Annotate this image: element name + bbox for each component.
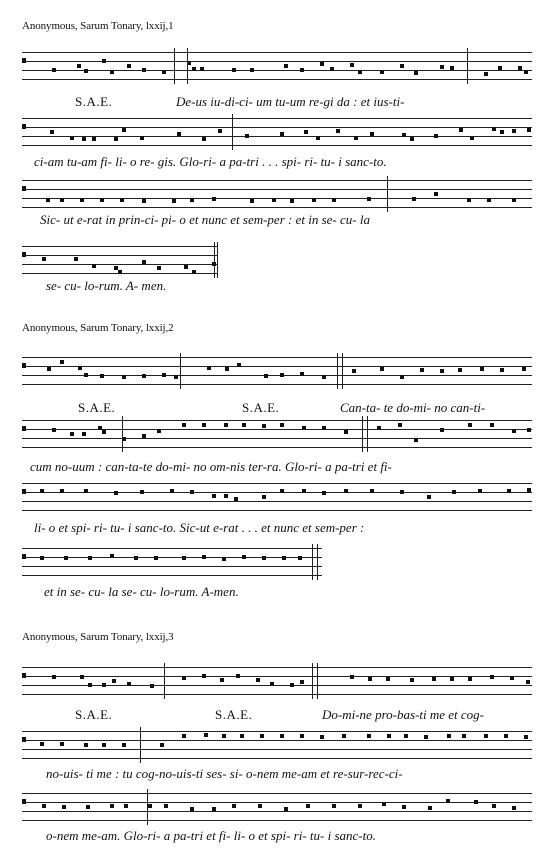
neume-note xyxy=(262,495,266,499)
neume-note xyxy=(440,65,444,69)
neume-note xyxy=(142,199,146,203)
neume-note xyxy=(414,71,418,75)
neume-note xyxy=(64,556,68,560)
neume-note xyxy=(500,130,504,134)
neume-note xyxy=(52,675,56,679)
neume-note xyxy=(157,429,161,433)
neume-note xyxy=(280,373,284,377)
staff xyxy=(22,246,218,274)
neume-note xyxy=(446,799,450,803)
neume-note xyxy=(42,804,46,808)
neume-note xyxy=(302,489,306,493)
staff xyxy=(22,667,532,695)
neume-note xyxy=(380,367,384,371)
neume-note xyxy=(50,130,54,134)
bar-line xyxy=(174,48,175,84)
neume-note xyxy=(370,489,374,493)
neume-note xyxy=(220,678,224,682)
neume-note xyxy=(527,428,531,432)
neume-note xyxy=(320,62,324,66)
neume-note xyxy=(434,192,438,196)
neume-note xyxy=(118,270,122,274)
bar-line xyxy=(467,48,468,84)
neume-note xyxy=(52,428,56,432)
neume-note xyxy=(280,734,284,738)
staff xyxy=(22,420,532,448)
lyric-line: De-us iu-di-ci- um tu-um re-gi da : et ius-ti- xyxy=(176,94,405,109)
piece-title: Anonymous, Sarum Tonary, lxxij,3 xyxy=(22,631,174,643)
neume-note xyxy=(262,556,266,560)
bar-line xyxy=(312,663,313,699)
neume-note xyxy=(264,374,268,378)
staff xyxy=(22,180,532,208)
neume-note xyxy=(300,68,304,72)
neume-note xyxy=(88,556,92,560)
neume-note xyxy=(202,137,206,141)
neume-note xyxy=(358,804,362,808)
neume-note xyxy=(459,128,463,132)
neume-note xyxy=(350,63,354,67)
bar-line xyxy=(217,242,218,278)
neume-note xyxy=(174,375,178,379)
neume-note xyxy=(102,743,106,747)
staff xyxy=(22,357,532,385)
neume-note xyxy=(46,198,50,202)
neume-note xyxy=(148,804,152,808)
neume-note xyxy=(400,64,404,68)
neume-note xyxy=(312,198,316,202)
neume-note xyxy=(142,434,146,438)
neume-note xyxy=(462,734,466,738)
neume-note xyxy=(190,807,194,811)
neume-note xyxy=(447,734,451,738)
neume-note xyxy=(60,198,64,202)
neume-note xyxy=(110,804,114,808)
neume-note xyxy=(200,67,204,71)
neume-note xyxy=(172,199,176,203)
neume-note xyxy=(280,423,284,427)
neume-note xyxy=(504,734,508,738)
neume-note xyxy=(102,683,106,687)
neume-note xyxy=(237,363,241,367)
staff xyxy=(22,52,532,80)
neume-note xyxy=(84,743,88,747)
neume-note xyxy=(487,198,491,202)
neume-note xyxy=(510,676,514,680)
neume-note xyxy=(256,678,260,682)
lyric-line: cum no-uum : can-ta-te do-mi- no om-nis ter-ra. Glo-ri- a pa-tri et fi- xyxy=(30,459,392,474)
neume-note xyxy=(402,133,406,137)
bar-line xyxy=(180,353,181,389)
neume-note xyxy=(432,677,436,681)
bar-line xyxy=(362,416,363,452)
neume-note xyxy=(440,428,444,432)
neume-note xyxy=(526,680,530,684)
neume-note xyxy=(302,426,306,430)
piece-title: Anonymous, Sarum Tonary, lxxij,1 xyxy=(22,20,174,32)
neume-note xyxy=(80,198,84,202)
neume-note xyxy=(387,734,391,738)
neume-note xyxy=(280,132,284,136)
neume-note xyxy=(370,132,374,136)
neume-note xyxy=(522,367,526,371)
clef-mark xyxy=(22,252,26,257)
neume-note xyxy=(250,68,254,72)
neume-note xyxy=(40,489,44,493)
sae-label: S.A.E. xyxy=(215,707,253,722)
neume-note xyxy=(480,367,484,371)
neume-note xyxy=(202,555,206,559)
neume-note xyxy=(474,800,478,804)
neume-note xyxy=(367,197,371,201)
neume-note xyxy=(78,366,82,370)
neume-note xyxy=(192,67,196,71)
neume-note xyxy=(164,804,168,808)
neume-note xyxy=(298,556,302,560)
clef-mark xyxy=(22,58,26,63)
clef-mark xyxy=(22,799,26,804)
neume-note xyxy=(428,806,432,810)
neume-note xyxy=(402,805,406,809)
neume-note xyxy=(60,360,64,364)
bar-line xyxy=(317,663,318,699)
neume-note xyxy=(42,257,46,261)
neume-note xyxy=(242,423,246,427)
lyric-line: et in se- cu- la se- cu- lo-rum. A-men. xyxy=(44,584,239,599)
neume-note xyxy=(507,489,511,493)
bar-line xyxy=(147,789,148,825)
neume-note xyxy=(124,804,128,808)
neume-note xyxy=(202,423,206,427)
neume-note xyxy=(150,684,154,688)
neume-note xyxy=(92,264,96,268)
neume-note xyxy=(70,432,74,436)
neume-note xyxy=(240,734,244,738)
neume-note xyxy=(224,494,228,498)
neume-note xyxy=(410,137,414,141)
neume-note xyxy=(202,674,206,678)
clef-mark xyxy=(22,124,26,129)
staff xyxy=(22,793,532,821)
neume-note xyxy=(330,67,334,71)
neume-note xyxy=(316,136,320,140)
neume-note xyxy=(498,66,502,70)
neume-note xyxy=(458,368,462,372)
neume-note xyxy=(92,137,96,141)
neume-note xyxy=(290,683,294,687)
neume-note xyxy=(112,679,116,683)
neume-note xyxy=(468,423,472,427)
neume-note xyxy=(162,373,166,377)
neume-note xyxy=(300,734,304,738)
neume-note xyxy=(282,556,286,560)
bar-line xyxy=(164,663,165,699)
neume-note xyxy=(140,490,144,494)
neume-note xyxy=(100,374,104,378)
sae-label: S.A.E. xyxy=(242,400,280,415)
lyric-line: Sic- ut e-rat in prin-ci- pi- o et nunc et sem-per : et in se- cu- la xyxy=(40,212,370,227)
neume-note xyxy=(400,490,404,494)
staff xyxy=(22,548,322,576)
neume-note xyxy=(450,677,454,681)
neume-note xyxy=(262,424,266,428)
neume-note xyxy=(492,127,496,131)
neume-note xyxy=(222,734,226,738)
neume-note xyxy=(332,804,336,808)
neume-note xyxy=(344,489,348,493)
neume-note xyxy=(207,366,211,370)
lyric-line: li- o et spi- ri- tu- i sanc-to. Sic-ut e-rat . . . et nunc et sem-per : xyxy=(34,520,365,535)
neume-note xyxy=(182,423,186,427)
staff xyxy=(22,731,532,759)
neume-note xyxy=(127,64,131,68)
bar-line xyxy=(140,727,141,763)
neume-note xyxy=(434,134,438,138)
neume-note xyxy=(380,70,384,74)
neume-note xyxy=(84,69,88,73)
neume-note xyxy=(284,807,288,811)
neume-note xyxy=(84,489,88,493)
bar-line xyxy=(312,544,313,580)
neume-note xyxy=(134,556,138,560)
neume-note xyxy=(512,129,516,133)
neume-note xyxy=(467,198,471,202)
neume-note xyxy=(527,128,531,132)
bar-line xyxy=(232,114,233,150)
clef-mark xyxy=(22,737,26,742)
neume-note xyxy=(492,804,496,808)
neume-note xyxy=(190,198,194,202)
neume-note xyxy=(242,555,246,559)
neume-note xyxy=(300,680,304,684)
neume-note xyxy=(225,367,229,371)
neume-note xyxy=(40,556,44,560)
neume-note xyxy=(192,270,196,274)
neume-note xyxy=(224,423,228,427)
neume-note xyxy=(322,491,326,495)
neume-note xyxy=(424,735,428,739)
neume-note xyxy=(258,804,262,808)
lyric-line: o-nem me-am. Glo-ri- a pa-tri et fi- li- o et spi- ri- tu- i sanc-to. xyxy=(46,828,376,843)
neume-note xyxy=(160,743,164,747)
neume-note xyxy=(512,806,516,810)
neume-note xyxy=(88,683,92,687)
neume-note xyxy=(47,367,51,371)
neume-note xyxy=(336,129,340,133)
neume-note xyxy=(398,423,402,427)
neume-note xyxy=(284,64,288,68)
sae-label: S.A.E. xyxy=(78,400,116,415)
neume-note xyxy=(142,374,146,378)
piece-title: Anonymous, Sarum Tonary, lxxij,2 xyxy=(22,322,174,334)
neume-note xyxy=(204,733,208,737)
neume-note xyxy=(154,556,158,560)
neume-note xyxy=(80,675,84,679)
neume-note xyxy=(140,136,144,140)
neume-note xyxy=(404,734,408,738)
neume-note xyxy=(100,198,104,202)
neume-note xyxy=(82,432,86,436)
neume-note xyxy=(110,70,114,74)
neume-note xyxy=(182,676,186,680)
neume-note xyxy=(60,742,64,746)
neume-note xyxy=(352,369,356,373)
neume-note xyxy=(102,59,106,63)
neume-note xyxy=(245,134,249,138)
bar-line xyxy=(367,416,368,452)
neume-note xyxy=(162,70,166,74)
neume-note xyxy=(114,137,118,141)
lyric-line: ci-am tu-am fi- li- o re- gis. Glo-ri- a pa-tri . . . spi- ri- tu- i sanc-to. xyxy=(34,154,387,169)
neume-note xyxy=(212,494,216,498)
clef-mark xyxy=(22,426,26,431)
sae-label: S.A.E. xyxy=(75,707,113,722)
neume-note xyxy=(62,805,66,809)
neume-note xyxy=(468,677,472,681)
neume-note xyxy=(322,375,326,379)
neume-note xyxy=(120,198,124,202)
neume-note xyxy=(184,265,188,269)
neume-note xyxy=(524,735,528,739)
neume-note xyxy=(322,426,326,430)
neume-note xyxy=(400,375,404,379)
neume-note xyxy=(84,373,88,377)
bar-line xyxy=(387,176,388,212)
neume-note xyxy=(77,64,81,68)
bar-line xyxy=(317,544,318,580)
neume-note xyxy=(122,375,126,379)
neume-note xyxy=(280,489,284,493)
neume-note xyxy=(306,804,310,808)
bar-line xyxy=(342,353,343,389)
neume-note xyxy=(232,68,236,72)
neume-note xyxy=(527,488,531,492)
clef-mark xyxy=(22,489,26,494)
neume-note xyxy=(212,197,216,201)
neume-note xyxy=(414,438,418,442)
neume-note xyxy=(518,66,522,70)
neume-note xyxy=(122,743,126,747)
clef-mark xyxy=(22,186,26,191)
clef-mark xyxy=(22,363,26,368)
neume-note xyxy=(170,489,174,493)
neume-note xyxy=(272,198,276,202)
neume-note xyxy=(450,66,454,70)
neume-note xyxy=(250,199,254,203)
neume-note xyxy=(377,426,381,430)
neume-note xyxy=(354,136,358,140)
neume-note xyxy=(212,807,216,811)
staff xyxy=(22,118,532,146)
neume-note xyxy=(484,72,488,76)
neume-note xyxy=(490,423,494,427)
neume-note xyxy=(386,677,390,681)
clef-mark xyxy=(22,554,26,559)
neume-note xyxy=(478,489,482,493)
neume-note xyxy=(142,68,146,72)
neume-note xyxy=(177,132,181,136)
neume-note xyxy=(182,734,186,738)
neume-note xyxy=(157,266,161,270)
neume-note xyxy=(512,429,516,433)
neume-note xyxy=(300,372,304,376)
neume-note xyxy=(304,130,308,134)
neume-note xyxy=(102,430,106,434)
lyric-line: Do-mi-ne pro-bas-ti me et cog- xyxy=(322,707,484,722)
neume-note xyxy=(500,368,504,372)
neume-note xyxy=(70,136,74,140)
neume-note xyxy=(190,490,194,494)
neume-note xyxy=(350,675,354,679)
bar-line xyxy=(122,416,123,452)
lyric-line: Can-ta- te do-mi- no can-ti- xyxy=(340,400,486,415)
neume-note xyxy=(52,68,56,72)
neume-note xyxy=(236,674,240,678)
lyric-line: se- cu- lo-rum. A- men. xyxy=(46,278,167,293)
neume-note xyxy=(490,675,494,679)
neume-note xyxy=(60,489,64,493)
neume-note xyxy=(320,735,324,739)
neume-note xyxy=(420,368,424,372)
neume-note xyxy=(512,198,516,202)
staff xyxy=(22,483,532,511)
neume-note xyxy=(127,682,131,686)
neume-note xyxy=(114,491,118,495)
lyric-line: no-uis- ti me : tu cog-no-uis-ti ses- si- o-nem me-am et re-sur-rec-ci- xyxy=(46,766,403,781)
neume-note xyxy=(412,197,416,201)
neume-note xyxy=(232,804,236,808)
neume-note xyxy=(344,430,348,434)
neume-note xyxy=(260,734,264,738)
neume-note xyxy=(40,742,44,746)
neume-note xyxy=(270,682,274,686)
neume-note xyxy=(86,805,90,809)
clef-mark xyxy=(22,673,26,678)
neume-note xyxy=(74,257,78,261)
neume-note xyxy=(382,802,386,806)
neume-note xyxy=(452,490,456,494)
neume-note xyxy=(290,199,294,203)
neume-note xyxy=(470,136,474,140)
neume-note xyxy=(234,497,238,501)
bar-line xyxy=(214,242,215,278)
neume-note xyxy=(82,137,86,141)
neume-note xyxy=(367,734,371,738)
neume-note xyxy=(368,677,372,681)
neume-note xyxy=(122,128,126,132)
neume-note xyxy=(218,129,222,133)
neume-note xyxy=(358,70,362,74)
neume-note xyxy=(332,198,336,202)
sae-label: S.A.E. xyxy=(75,94,113,109)
neume-note xyxy=(182,556,186,560)
neume-note xyxy=(484,734,488,738)
neume-note xyxy=(410,678,414,682)
bar-line xyxy=(187,48,188,84)
neume-note xyxy=(142,260,146,264)
neume-note xyxy=(110,554,114,558)
bar-line xyxy=(337,353,338,389)
neume-note xyxy=(427,495,431,499)
neume-note xyxy=(440,369,444,373)
neume-note xyxy=(222,557,226,561)
neume-note xyxy=(342,734,346,738)
neume-note xyxy=(524,70,528,74)
